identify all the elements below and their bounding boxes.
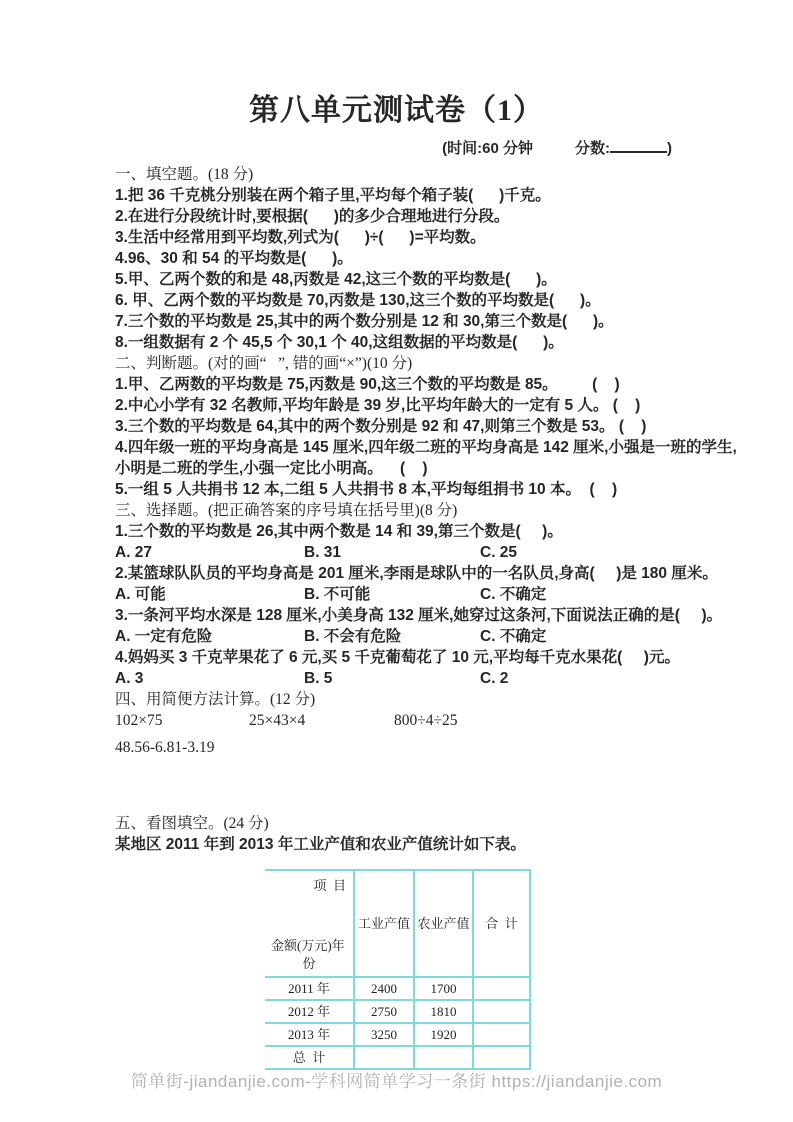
calc-expression-1: 102×75 [115,712,163,729]
section-choice [115,500,793,689]
year-cell: 2011 年 [265,977,354,1000]
corner-label-project: 项 目 [313,878,346,893]
fill-item-8: 8.一组数据有 2 个 45,5 个 30,1 个 40,这组数据的平均数是( )。 [115,334,564,351]
col-header-agriculture: 农业产值 [414,870,473,977]
fill-item-2: 2.在进行分段统计时,要根据( )的多少合理地进行分段。 [115,208,510,225]
calc-expressions-row [115,710,793,731]
site-footer-watermark: 简单街-jiandanjie.com-学科网简单学习一条街 https://jiandanjie.com [130,1072,663,1091]
year-cell: 2012 年 [265,1000,354,1023]
meta-close-paren: ) [667,140,672,157]
choice-q4-option-c: C. 2 [480,670,509,687]
agriculture-value-cell: 1700 [414,977,473,1000]
judge-item-4-line-1: 4.四年级一班的平均身高是 145 厘米,四年级二班的平均身高是 142 厘米,小强是一班的学生, [115,439,737,456]
choice-q4-stem: 4.妈妈买 3 千克苹果花了 6 元,买 5 千克葡萄花了 10 元,平均每千克水果花( )元。 [115,649,680,666]
section-judge-heading: 二、判断题。(对的画“ ”, 错的画“×”)(10 分) [115,355,413,372]
stats-corner-cell [265,870,354,977]
score-label: 分数: [575,140,610,157]
calc-expression-2: 25×43×4 [249,712,306,729]
choice-q4-option-b: B. 5 [304,670,333,687]
choice-q2-stem: 2.某篮球队队员的平均身高是 201 厘米,李雨是球队中的一名队员,身高( )是 180 厘米。 [115,565,718,582]
fill-item-4: 4.96、30 和 54 的平均数是( )。 [115,250,353,267]
industry-value-cell: 3250 [354,1023,414,1046]
corner-label-amount-year: 金额(万元)年 [271,938,345,953]
choice-q1-option-a: A. 27 [115,544,153,561]
industry-value-cell: 2750 [354,1000,414,1023]
choice-q3-option-a: A. 一定有危险 [115,628,213,645]
choice-q3-options [115,626,793,647]
total-blank-cell [473,977,530,1000]
exam-meta [0,138,793,159]
judge-item-2: 2.中心小学有 32 名教师,平均年龄是 39 岁,比平均年龄大的一定有 5 人。 ( ) [115,397,641,414]
total-blank-cell [473,1023,530,1046]
year-cell: 2013 年 [265,1023,354,1046]
judge-item-4-line-2: 小明是二班的学生,小强一定比小明高。 ( ) [115,460,428,477]
agriculture-value-cell: 1920 [414,1023,473,1046]
choice-q1-options [115,542,793,563]
section-fill-in [115,164,793,353]
total-blank-cell [473,1000,530,1023]
col-header-total: 合 计 [473,870,530,977]
total-blank-cell [473,1046,530,1069]
choice-q3-option-c: C. 不确定 [480,628,547,645]
exam-body [115,164,793,1070]
agriculture-blank-cell [414,1046,473,1069]
grand-total-label-cell: 总 计 [265,1046,354,1069]
exam-title: 第八单元测试卷（1） [249,94,544,127]
industry-blank-cell [354,1046,414,1069]
choice-q3-option-b: B. 不会有危险 [304,628,402,645]
section-table-fill [115,813,793,1070]
choice-q2-option-c: C. 不确定 [480,586,547,603]
table-row-2011 [265,977,530,1000]
fill-item-5: 5.甲、乙两个数的和是 48,丙数是 42,这三个数的平均数是( )。 [115,271,557,288]
calc-expression-3: 800÷4÷25 [394,712,458,729]
choice-q4-options [115,668,793,689]
choice-q1-option-b: B. 31 [304,544,342,561]
col-header-industry: 工业产值 [354,870,414,977]
table-row-2013 [265,1023,530,1046]
corner-label-year-suffix: 份 [302,956,316,971]
table-intro-text: 某地区 2011 年到 2013 年工业产值和农业产值统计如下表。 [115,836,526,853]
choice-q3-stem: 3.一条河平均水深是 128 厘米,小美身高 132 厘米,她穿过这条河,下面说法正确的是( )。 [115,607,723,624]
choice-q2-option-a: A. 可能 [115,586,166,603]
calc-expression-4: 48.56-6.81-3.19 [115,739,215,756]
table-row-grand-total [265,1046,530,1069]
choice-q2-option-b: B. 不可能 [304,586,371,603]
fill-item-6: 6. 甲、乙两个数的平均数是 70,丙数是 130,这三个数的平均数是( )。 [115,292,601,309]
time-label: (时间:60 分钟 [442,140,533,157]
stats-table [265,869,531,1070]
judge-item-5: 5.一组 5 人共捐书 12 本,二组 5 人共捐书 8 本,平均每组捐书 10 本。 ( ) [115,481,618,498]
judge-item-1: 1.甲、乙两数的平均数是 75,丙数是 90,这三个数的平均数是 85。 ( ) [115,376,620,393]
industry-value-cell: 2400 [354,977,414,1000]
fill-item-1: 1.把 36 千克桃分别装在两个箱子里,平均每个箱子装( )千克。 [115,187,551,204]
section-calc-heading: 四、用简便方法计算。(12 分) [115,691,316,708]
fill-item-3: 3.生活中经常用到平均数,列式为( )÷( )=平均数。 [115,229,486,246]
fill-item-7: 7.三个数的平均数是 25,其中的两个数分别是 12 和 30,第三个数是( )。 [115,313,614,330]
section-table-heading: 五、看图填空。(24 分) [115,815,269,832]
section-fill-heading: 一、填空题。(18 分) [115,166,254,183]
choice-q1-option-c: C. 25 [480,544,518,561]
agriculture-value-cell: 1810 [414,1000,473,1023]
section-judge [115,353,793,500]
table-row-2012 [265,1000,530,1023]
choice-q1-stem: 1.三个数的平均数是 26,其中两个数是 14 和 39,第三个数是( )。 [115,523,563,540]
judge-item-3: 3.三个数的平均数是 64,其中的两个数分别是 92 和 47,则第三个数是 53。 ( ) [115,418,647,435]
choice-q2-options [115,584,793,605]
choice-q4-option-a: A. 3 [115,670,144,687]
score-blank-line [610,147,667,153]
section-calc [115,689,793,758]
stats-table-header-row [265,870,530,977]
section-choice-heading: 三、选择题。(把正确答案的序号填在括号里)(8 分) [115,502,458,519]
